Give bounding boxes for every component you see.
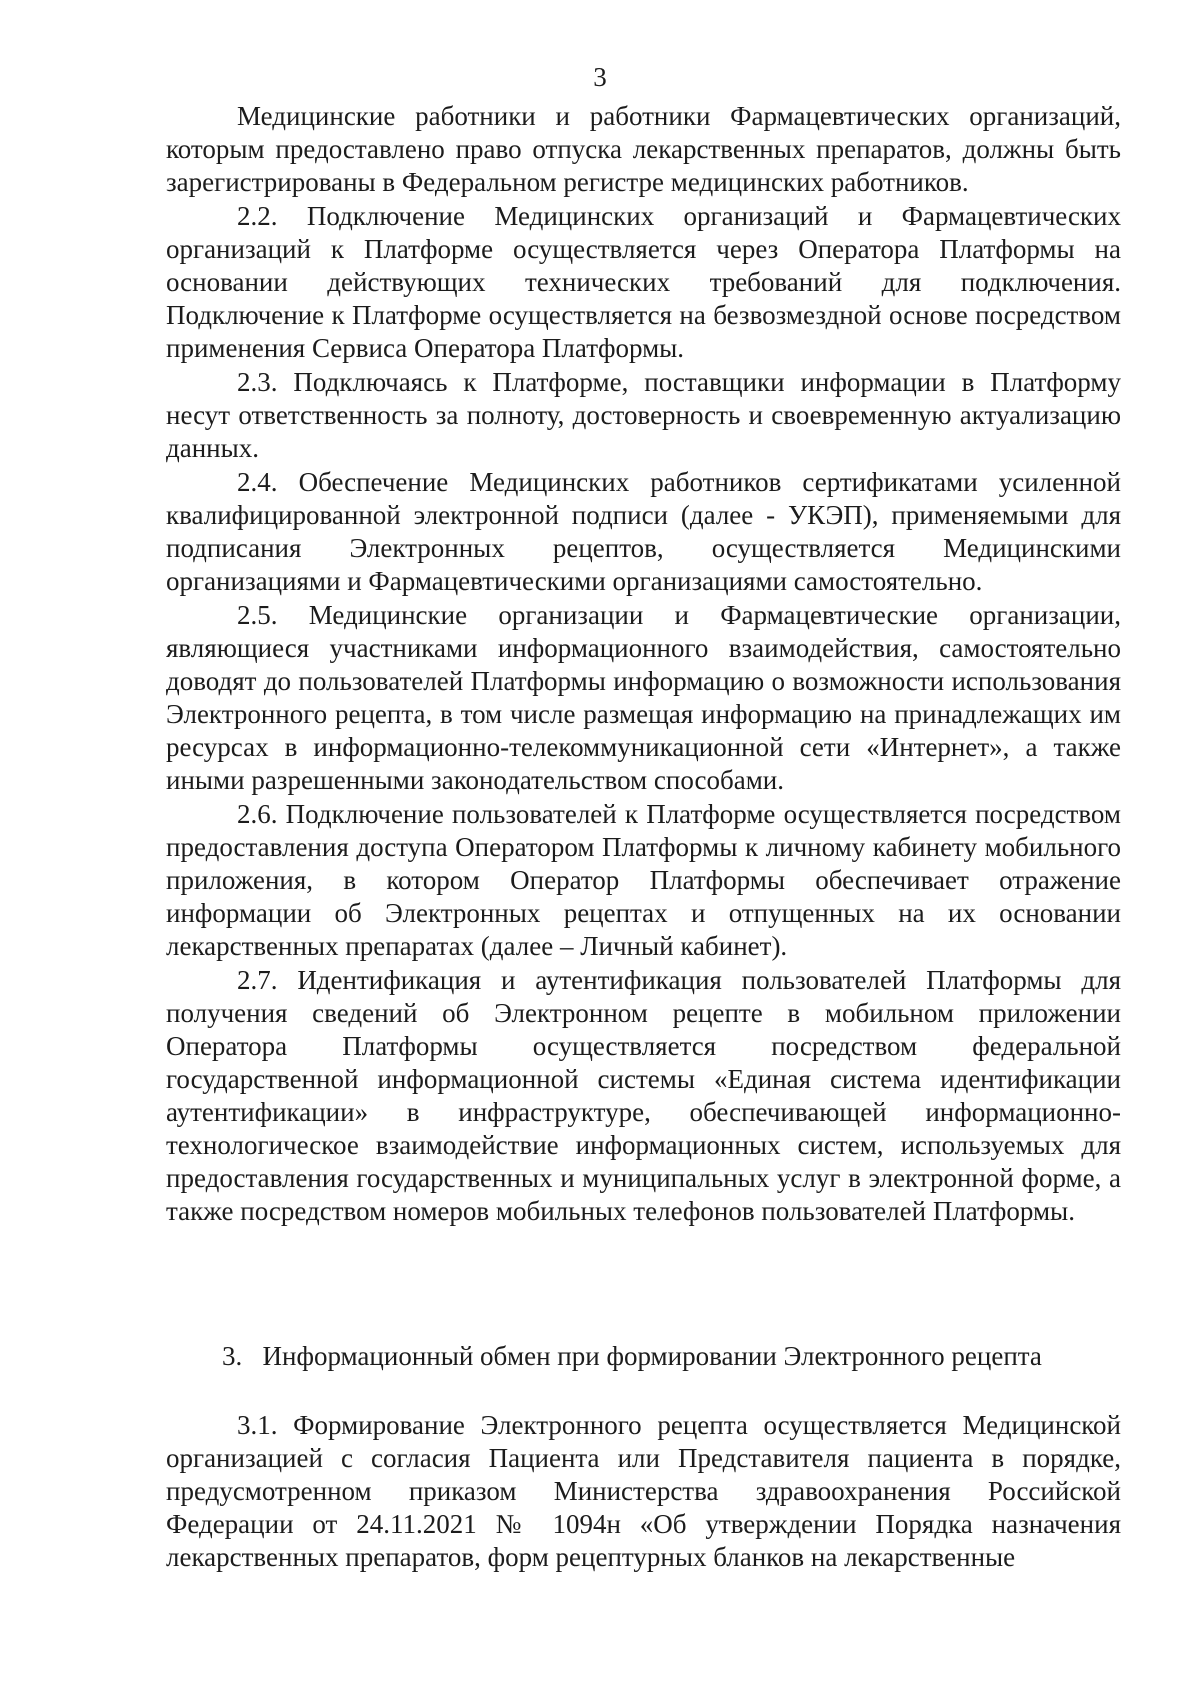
paragraph-2-1-continuation: Медицинские работники и работники Фармацевтических организаций, которым предоставлено право отпуска лекарственных препаратов, должны быть зарегистрированы в Федеральном регистре медицинских работников. (166, 101, 1121, 197)
paragraph-2-3: 2.3. Подключаясь к Платформе, поставщики информации в Платформу несут ответственность за полноту, достоверность и своевременную актуализацию данных. (166, 367, 1121, 463)
section-3-body (166, 1409, 1121, 1574)
section-2-body (166, 100, 1121, 1228)
paragraph-2-4: 2.4. Обеспечение Медицинских работников сертификатами усиленной квалифицированной электронной подписи (далее - УКЭП), применяемыми для подписания Электронных рецептов, осуществляется Медицинскими организациями и Фармацевтическими организациями самостоятельно. (166, 467, 1121, 596)
section-3-heading: 3. Информационный обмен при формировании Электронного рецепта (222, 1341, 1042, 1371)
paragraph-3-1: 3.1. Формирование Электронного рецепта осуществляется Медицинской организацией с согласия Пациента или Представителя пациента в порядке, предусмотренном приказом Министерства здравоохранения Российской Федерации от 24.11.2021 № 1094н «Об утверждении Порядка назначения лекарственных препаратов, форм рецептурных бланков на лекарственные (166, 1410, 1121, 1572)
page-number: 3 (593, 62, 607, 92)
paragraph-2-2: 2.2. Подключение Медицинских организаций и Фармацевтических организаций к Платформе осуществляется через Оператора Платформы на основании действующих технических требований для подключения. Подключение к Платформе осуществляется на безвозмездной основе посредством применения Сервиса Оператора Платформы. (166, 201, 1121, 363)
paragraph-2-7: 2.7. Идентификация и аутентификация пользователей Платформы для получения сведений об Электронном рецепте в мобильном приложении Оператора Платформы осуществляется посредством федеральной государственной информационной системы «Единая система идентификации аутентификации» в инфраструктуре, обеспечивающей информационно-технологическое взаимодействие информационных систем, используемых для предоставления государственных и муниципальных услуг в электронной форме, а также посредством номеров мобильных телефонов пользователей Платформы. (166, 965, 1121, 1226)
paragraph-2-6: 2.6. Подключение пользователей к Платформе осуществляется посредством предоставления доступа Оператором Платформы к личному кабинету мобильного приложения, в котором Оператор Платформы обеспечивает отражение информации об Электронных рецептах и отпущенных на их основании лекарственных препаратах (далее – Личный кабинет). (166, 799, 1121, 961)
paragraph-2-5: 2.5. Медицинские организации и Фармацевтические организации, являющиеся участниками информационного взаимодействия, самостоятельно доводят до пользователей Платформы информацию о возможности использования Электронного рецепта, в том числе размещая информацию на принадлежащих им ресурсах в информационно-телекоммуникационной сети «Интернет», а также иными разрешенными законодательством способами. (166, 600, 1121, 795)
